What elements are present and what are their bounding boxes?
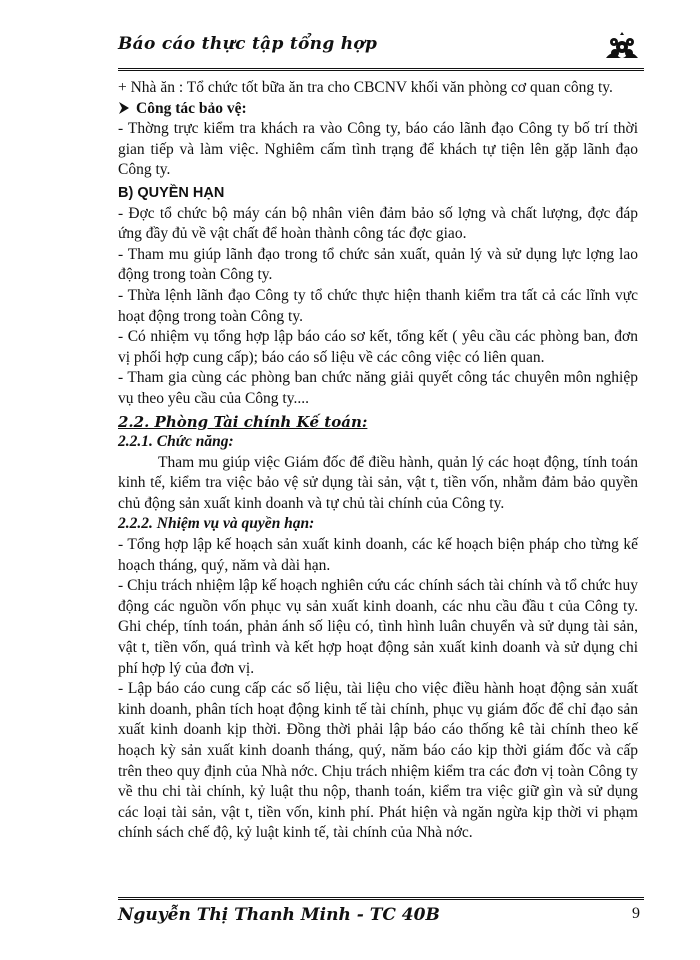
paragraph: - Có nhiệm vụ tổng hợp lập báo cáo sơ kết, tổng kết ( yêu cầu các phòng ban, đơn vị phối hợp cung cấp); báo cáo số liệu về các công việc có liên quan.	[118, 328, 638, 366]
security-heading: Công tác bảo vệ:	[136, 99, 247, 117]
flower-ornament-icon	[602, 32, 642, 62]
footer-rule	[118, 897, 644, 900]
subsection-title: 2.2.2. Nhiệm vụ và quyền hạn:	[118, 515, 315, 533]
paragraph: - Chịu trách nhiệm lập kế hoạch nghiên cứu các chính sách tài chính và tổ chức huy động các nguồn vốn phục vụ sản xuất kinh doanh, các nhu cầu đầu t của Công ty. Ghi chép, tính toán, phản ánh số liệu có, tình hình luân chuyển và sử dụng tài sản, vật t, tiền vốn, quá trình và kết hợp hoạt động sản xuất kinh doanh và sử dụng chi phí hợp lý của đơn vị.	[118, 577, 638, 677]
paragraph: - Tham mu giúp lãnh đạo trong tổ chức sản xuất, quản lý và sử dụng lực lợng lao động trong toàn Công ty.	[118, 245, 638, 284]
paragraph: - Lập báo cáo cung cấp các số liệu, tài liệu cho việc điều hành hoạt động sản xuất kinh doanh, phân tích hoạt động kinh tế tài chính, phục vụ giám đốc để chỉ đạo sản xuất kinh doanh kịp thời. Đồng thời phải lập báo cáo thống kê tài chính theo kế hoạch kỳ sản xuất kinh doanh tháng, quý, năm báo cáo kịp thời giám đốc và cấp trên theo quy định của Nhà nớc. Chịu trách nhiệm kiểm tra các đơn vị toàn Công ty về thu chi tài chính, kỷ luật thu nộp, thanh toán, kiểm tra việc giữ gìn và sử dụng các loại tài sản, vật t, tiền vốn, kinh phí. Phát hiện và ngăn ngừa kịp thời vi phạm chính sách chế độ, kỷ luật kinh tế, tài chính của Nhà nớc.	[118, 680, 638, 842]
header-title: Báo cáo thực tập tổng hợp	[118, 34, 378, 54]
arrow-bullet-icon	[118, 100, 130, 116]
subsection-title: 2.2.1. Chức năng:	[118, 433, 234, 451]
paragraph: Tham mu giúp việc Giám đốc để điều hành, quản lý các hoạt động, tính toán kinh tế, kiểm tra việc bảo vệ sử dụng tài sản, vật t, tiền vốn, nhằm đảm bảo quyền chủ động sản xuất kinh doanh và tự chủ tài chính của Công ty.	[118, 453, 638, 512]
footer-author: Nguyễn Thị Thanh Minh - TC 40B	[118, 905, 440, 925]
page-footer	[118, 905, 644, 929]
document-body	[118, 78, 638, 844]
paragraph: - Tổng hợp lập kế hoạch sản xuất kinh doanh, các kế hoạch biện pháp cho từng kế hoạch tháng, quý, năm và dài hạn.	[118, 536, 638, 574]
paragraph: - Thờng trực kiểm tra khách ra vào Công ty, báo cáo lãnh đạo Công ty bố trí thời gian tiếp và làm việc. Nghiêm cấm tình trạng để khách tự tiện lên gặp lãnh đạo Công ty.	[118, 120, 638, 179]
page-number: 9	[632, 905, 640, 922]
paragraph: - Thừa lệnh lãnh đạo Công ty tổ chức thực hiện thanh kiểm tra tất cả các lĩnh vực hoạt động trong toàn Công ty.	[118, 286, 638, 325]
rights-heading: B) QUYỀN HẠN	[118, 184, 225, 201]
page-header	[118, 32, 644, 66]
security-heading-row	[118, 99, 638, 120]
paragraph: - Đợc tổ chức bộ máy cán bộ nhân viên đảm bảo số lợng và chất lượng, đợc đáp ứng đầy đủ về vật chất để hoàn thành công tác đợc giao.	[118, 204, 638, 243]
section-title: 2.2. Phòng Tài chính Kế toán:	[118, 412, 368, 431]
paragraph: - Tham gia cùng các phòng ban chức năng giải quyết công tác chuyên môn nghiệp vụ theo yêu cầu của Công ty....	[118, 369, 638, 407]
paragraph: + Nhà ăn : Tổ chức tốt bữa ăn tra cho CBCNV khối văn phòng cơ quan công ty.	[118, 79, 613, 96]
header-rule	[118, 68, 644, 71]
